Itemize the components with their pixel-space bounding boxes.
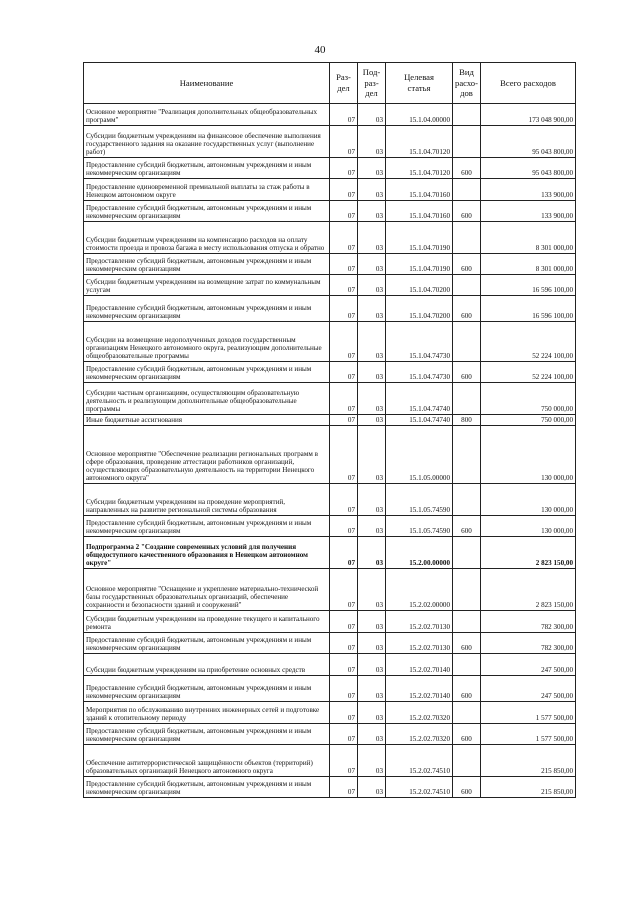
cell-target-article: 15.1.04.74730 [386,362,453,383]
cell-name: Предоставление субсидий бюджетным, автономным учреждениям и иным некоммерческим организациям [84,516,330,537]
cell-target-article: 15.1.04.70120 [386,158,453,179]
header-podrazdel: Под- раз- дел [358,63,386,104]
cell-target-article: 15.1.05.74590 [386,484,453,516]
header-total: Всего расходов [481,63,576,104]
table-row [84,322,576,362]
cell-podrazdel: 03 [358,158,386,179]
cell-target-article: 15.1.04.74740 [386,415,453,426]
table-row [84,676,576,702]
header-razdel: Раз- дел [330,63,358,104]
cell-name: Подпрограмма 2 "Создание современных условий для получения общедоступного качественного образования в Ненецком автономном округе" [84,537,330,569]
cell-razdel: 07 [330,426,358,484]
cell-podrazdel: 03 [358,201,386,222]
cell-podrazdel: 03 [358,296,386,322]
cell-expense-type: 600 [453,676,481,702]
table-row [84,654,576,676]
table-row [84,745,576,777]
cell-target-article: 15.1.04.70200 [386,275,453,296]
cell-expense-type [453,275,481,296]
table-row [84,633,576,654]
cell-total-expenses: 2 823 150,00 [481,569,576,611]
cell-total-expenses: 16 596 100,00 [481,296,576,322]
table-row [84,777,576,798]
cell-podrazdel: 03 [358,415,386,426]
table-row [84,275,576,296]
cell-podrazdel: 03 [358,426,386,484]
cell-podrazdel: 03 [358,745,386,777]
cell-target-article: 15.1.04.70190 [386,254,453,275]
cell-total-expenses: 750 000,00 [481,383,576,415]
cell-name: Мероприятия по обслуживанию внутренних инженерных сетей и подготовке зданий к отопительному периоду [84,702,330,724]
cell-name: Предоставление субсидий бюджетным, автономным учреждениям и иным некоммерческим организациям [84,676,330,702]
cell-target-article: 15.2.02.70140 [386,676,453,702]
cell-name: Субсидии бюджетным учреждениям на приобретение основных средств [84,654,330,676]
cell-podrazdel: 03 [358,222,386,254]
cell-name: Основное мероприятие "Обеспечение реализации региональных программ в сфере образования, проведение аттестации работников организаций, осуществляющих образовательную деятельность на территории Ненецкого автономного округа" [84,426,330,484]
cell-total-expenses: 247 500,00 [481,676,576,702]
table-row [84,222,576,254]
cell-expense-type [453,426,481,484]
budget-table [83,62,576,798]
cell-razdel: 07 [330,104,358,126]
table-row [84,516,576,537]
cell-razdel: 07 [330,484,358,516]
cell-name: Обеспечение антитеррористической защищённости объектов (территорий) образовательных организаций Ненецкого автономного округа [84,745,330,777]
table-row [84,426,576,484]
cell-total-expenses: 1 577 500,00 [481,724,576,745]
cell-razdel: 07 [330,537,358,569]
cell-total-expenses: 1 577 500,00 [481,702,576,724]
cell-expense-type: 600 [453,724,481,745]
cell-podrazdel: 03 [358,126,386,158]
cell-target-article: 15.1.05.00000 [386,426,453,484]
cell-podrazdel: 03 [358,179,386,201]
cell-target-article: 15.2.02.74510 [386,777,453,798]
table-row [84,296,576,322]
cell-expense-type: 600 [453,516,481,537]
cell-expense-type [453,745,481,777]
table-row [84,702,576,724]
cell-podrazdel: 03 [358,777,386,798]
cell-name: Предоставление субсидий бюджетным, автономным учреждениям и иным некоммерческим организациям [84,254,330,275]
cell-razdel: 07 [330,724,358,745]
table-row [84,537,576,569]
cell-target-article: 15.2.02.74510 [386,745,453,777]
cell-target-article: 15.1.04.70160 [386,201,453,222]
cell-expense-type [453,537,481,569]
cell-target-article: 15.2.00.00000 [386,537,453,569]
cell-expense-type [453,104,481,126]
cell-total-expenses: 8 301 000,00 [481,222,576,254]
cell-podrazdel: 03 [358,702,386,724]
cell-total-expenses: 215 850,00 [481,777,576,798]
cell-name: Предоставление единовременной премиальной выплаты за стаж работы в Ненецком автономном округе [84,179,330,201]
cell-name: Предоставление субсидий бюджетным, автономным учреждениям и иным некоммерческим организациям [84,633,330,654]
cell-expense-type: 600 [453,201,481,222]
cell-name: Предоставление субсидий бюджетным, автономным учреждениям и иным некоммерческим организациям [84,777,330,798]
table-row [84,611,576,633]
table-row [84,201,576,222]
cell-podrazdel: 03 [358,254,386,275]
cell-target-article: 15.2.02.70130 [386,633,453,654]
table-row [84,415,576,426]
table-row [84,484,576,516]
cell-razdel: 07 [330,702,358,724]
cell-name: Субсидии бюджетным учреждениям на проведение мероприятий, направленных на развитие региональной системы образования [84,484,330,516]
cell-podrazdel: 03 [358,537,386,569]
cell-expense-type: 600 [453,633,481,654]
header-name: Наименование [84,63,330,104]
cell-target-article: 15.1.04.70190 [386,222,453,254]
cell-razdel: 07 [330,654,358,676]
cell-target-article: 15.2.02.70140 [386,654,453,676]
cell-target-article: 15.2.02.70130 [386,611,453,633]
cell-target-article: 15.1.04.70120 [386,126,453,158]
cell-target-article: 15.2.02.00000 [386,569,453,611]
cell-podrazdel: 03 [358,611,386,633]
cell-target-article: 15.1.04.70160 [386,179,453,201]
cell-expense-type [453,383,481,415]
cell-target-article: 15.1.04.74740 [386,383,453,415]
cell-expense-type [453,322,481,362]
cell-expense-type [453,222,481,254]
cell-razdel: 07 [330,745,358,777]
cell-total-expenses: 130 000,00 [481,484,576,516]
table-row [84,383,576,415]
cell-name: Предоставление субсидий бюджетным, автономным учреждениям и иным некоммерческим организациям [84,296,330,322]
cell-razdel: 07 [330,415,358,426]
cell-total-expenses: 130 000,00 [481,516,576,537]
cell-name: Предоставление субсидий бюджетным, автономным учреждениям и иным некоммерческим организациям [84,724,330,745]
cell-podrazdel: 03 [358,633,386,654]
table-row [84,126,576,158]
cell-total-expenses: 173 048 900,00 [481,104,576,126]
table-row [84,724,576,745]
cell-name: Субсидии бюджетным учреждениям на финансовое обеспечение выполнения государственного задания на оказание государственных услуг (выполнение работ) [84,126,330,158]
cell-razdel: 07 [330,222,358,254]
cell-name: Предоставление субсидий бюджетным, автономным учреждениям и иным некоммерческим организациям [84,158,330,179]
cell-podrazdel: 03 [358,104,386,126]
cell-total-expenses: 52 224 100,00 [481,322,576,362]
cell-target-article: 15.1.04.00000 [386,104,453,126]
cell-razdel: 07 [330,516,358,537]
cell-name: Субсидии бюджетным учреждениям на компенсацию расходов на оплату стоимости проезда и провоза багажа в месту использования отпуска и обратно [84,222,330,254]
cell-expense-type [453,654,481,676]
cell-razdel: 07 [330,362,358,383]
cell-expense-type [453,179,481,201]
cell-name: Основное мероприятие "Оснащение и укрепление материально-технической базы государственных образовательных организаций, обеспечение сохранности и безопасности зданий и сооружений" [84,569,330,611]
table-row [84,362,576,383]
cell-expense-type [453,126,481,158]
cell-razdel: 07 [330,126,358,158]
table-row [84,569,576,611]
table-header-row [84,63,576,104]
cell-razdel: 07 [330,569,358,611]
cell-expense-type [453,702,481,724]
cell-name: Субсидии на возмещение недополученных доходов государственным организациям Ненецкого автономного округа, реализующим дополнительные общеобразовательные программы [84,322,330,362]
cell-razdel: 07 [330,296,358,322]
cell-expense-type [453,484,481,516]
table-row [84,179,576,201]
cell-expense-type: 600 [453,362,481,383]
cell-expense-type: 800 [453,415,481,426]
cell-razdel: 07 [330,179,358,201]
cell-expense-type [453,611,481,633]
cell-total-expenses: 133 900,00 [481,201,576,222]
cell-razdel: 07 [330,383,358,415]
cell-razdel: 07 [330,201,358,222]
cell-expense-type [453,569,481,611]
cell-podrazdel: 03 [358,322,386,362]
cell-podrazdel: 03 [358,484,386,516]
cell-razdel: 07 [330,322,358,362]
cell-razdel: 07 [330,777,358,798]
table-row [84,158,576,179]
cell-name: Иные бюджетные ассигнования [84,415,330,426]
page-number: 40 [314,44,326,56]
cell-name: Субсидии частным организациям, осуществляющим образовательную деятельность и реализующим дополнительные общеобразовательные программы [84,383,330,415]
cell-razdel: 07 [330,158,358,179]
cell-name: Основное мероприятие "Реализация дополнительных общеобразовательных программ" [84,104,330,126]
cell-total-expenses: 215 850,00 [481,745,576,777]
cell-razdel: 07 [330,254,358,275]
cell-name: Субсидии бюджетным учреждениям на возмещение затрат по коммунальным услугам [84,275,330,296]
cell-total-expenses: 16 596 100,00 [481,275,576,296]
cell-podrazdel: 03 [358,724,386,745]
cell-target-article: 15.1.04.74730 [386,322,453,362]
cell-target-article: 15.2.02.70320 [386,702,453,724]
header-target: Целевая статья [386,63,453,104]
cell-podrazdel: 03 [358,676,386,702]
table-row [84,254,576,275]
cell-total-expenses: 52 224 100,00 [481,362,576,383]
cell-expense-type: 600 [453,254,481,275]
cell-target-article: 15.1.05.74590 [386,516,453,537]
cell-total-expenses: 2 823 150,00 [481,537,576,569]
cell-total-expenses: 750 000,00 [481,415,576,426]
header-vid: Вид расхо- дов [453,63,481,104]
cell-total-expenses: 247 500,00 [481,654,576,676]
cell-name: Предоставление субсидий бюджетным, автономным учреждениям и иным некоммерческим организациям [84,201,330,222]
cell-razdel: 07 [330,275,358,296]
table-row [84,104,576,126]
cell-total-expenses: 95 043 800,00 [481,126,576,158]
cell-razdel: 07 [330,633,358,654]
cell-expense-type: 600 [453,158,481,179]
cell-podrazdel: 03 [358,362,386,383]
cell-razdel: 07 [330,611,358,633]
cell-podrazdel: 03 [358,569,386,611]
cell-name: Предоставление субсидий бюджетным, автономным учреждениям и иным некоммерческим организациям [84,362,330,383]
cell-target-article: 15.2.02.70320 [386,724,453,745]
cell-total-expenses: 782 300,00 [481,611,576,633]
cell-total-expenses: 8 301 000,00 [481,254,576,275]
cell-expense-type: 600 [453,777,481,798]
cell-razdel: 07 [330,676,358,702]
cell-podrazdel: 03 [358,516,386,537]
cell-total-expenses: 95 043 800,00 [481,158,576,179]
cell-name: Субсидии бюджетным учреждениям на проведение текущего и капитального ремонта [84,611,330,633]
cell-total-expenses: 130 000,00 [481,426,576,484]
cell-total-expenses: 782 300,00 [481,633,576,654]
cell-podrazdel: 03 [358,275,386,296]
cell-target-article: 15.1.04.70200 [386,296,453,322]
cell-total-expenses: 133 900,00 [481,179,576,201]
cell-podrazdel: 03 [358,654,386,676]
cell-expense-type: 600 [453,296,481,322]
cell-podrazdel: 03 [358,383,386,415]
